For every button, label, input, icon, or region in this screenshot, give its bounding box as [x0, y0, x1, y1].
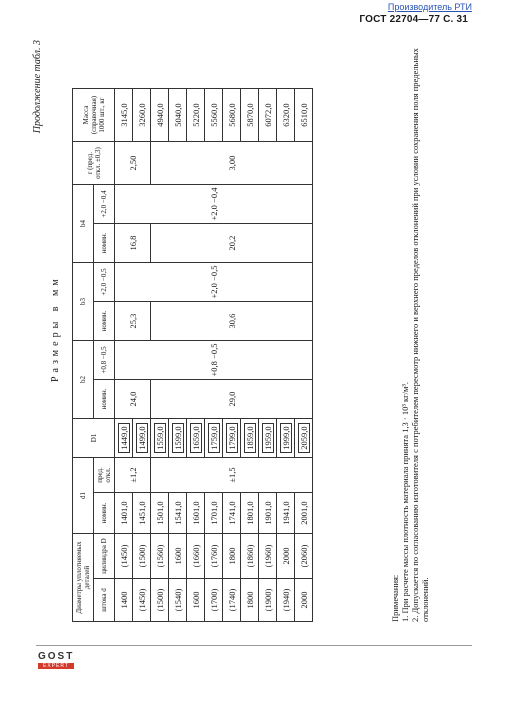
header-b4-nom: номин. [94, 224, 115, 263]
note-1: 1. При расчете массы плотность материала принята 1,3 · 10³ кг/м³. [400, 381, 410, 622]
header-d1-dev: пред. откл. [94, 458, 115, 493]
cell-D1-value: 1759,0 [208, 423, 220, 452]
cell-mass: 3145,0 [115, 89, 133, 142]
cell-D1 [223, 419, 241, 458]
cell-D1 [259, 419, 277, 458]
cell-b2-nom: 24,0 [115, 380, 151, 419]
cell-d1: 1801,0 [241, 493, 259, 534]
cell-D1-value: 2059,0 [298, 423, 310, 452]
cell-r: 2,50 [115, 142, 151, 185]
cell-mass: 5870,0 [241, 89, 259, 142]
cell-D1 [133, 419, 151, 458]
header-diameters: Диаметры уплотняемых деталей [73, 534, 94, 622]
cell-shaft: 1800 [241, 579, 259, 622]
cell-r: 3,00 [151, 142, 313, 185]
cell-d1: 1941,0 [277, 493, 295, 534]
cell-cylinder: 1600 [169, 534, 187, 579]
header-d1: d1 [73, 458, 94, 534]
cell-cylinder: (1450) [115, 534, 133, 579]
cell-mass: 6072,0 [259, 89, 277, 142]
cell-D1-value: 1499,0 [136, 423, 148, 452]
cell-D1 [115, 419, 133, 458]
cell-shaft: (1450) [133, 579, 151, 622]
continuation-label: Продолжение табл. 3 [32, 40, 43, 134]
cell-mass: 4940,0 [151, 89, 169, 142]
cell-cylinder: (1500) [133, 534, 151, 579]
cell-d1-dev: ±1,5 [151, 458, 313, 493]
header-b3-nom: номин. [94, 302, 115, 341]
cell-shaft: (1700) [205, 579, 223, 622]
header-d1-nom: номин. [94, 493, 115, 534]
header-b2: b2 [73, 341, 94, 419]
cell-b3-dev: +2,0 −0,5 [115, 263, 313, 302]
cell-mass: 5680,0 [223, 89, 241, 142]
cell-d1: 2001,0 [295, 493, 313, 534]
cell-mass: 5220,0 [187, 89, 205, 142]
cell-mass: 3260,0 [133, 89, 151, 142]
header-D1: D1 [73, 419, 115, 458]
cell-D1-value: 1959,0 [262, 423, 274, 452]
cell-b4-nom: 20,2 [151, 224, 313, 263]
cell-d1-dev: ±1,2 [115, 458, 151, 493]
cell-mass: 6510,0 [295, 89, 313, 142]
header-b3-dev: +2,0 −0,5 [94, 263, 115, 302]
cell-shaft: (1500) [151, 579, 169, 622]
cell-shaft: 2000 [295, 579, 313, 622]
dimensions-title: Размеры в мм [50, 275, 61, 382]
note-2: 2. Допускается по согласованию изготовителя с потребителем пересмотр нижнего и верхнего пределов отклонений при условии сохранения поля предельных отклонений. [410, 48, 430, 622]
cell-mass: 5040,0 [169, 89, 187, 142]
rotated-page [30, 32, 450, 632]
manufacturer-link[interactable]: Производитель РТИ [387, 2, 472, 12]
cell-mass: 6320,0 [277, 89, 295, 142]
cell-b4-dev: +2,0 −0,4 [115, 185, 313, 224]
cell-b2-nom: 29,0 [151, 380, 313, 419]
cell-shaft: (1940) [277, 579, 295, 622]
standard-number: ГОСТ 22704—77 С. 31 [359, 14, 468, 25]
cell-d1: 1501,0 [151, 493, 169, 534]
cell-d1: 1451,0 [133, 493, 151, 534]
cell-D1 [295, 419, 313, 458]
cell-mass: 5560,0 [205, 89, 223, 142]
header-cylinder: цилиндра D [94, 534, 115, 579]
cell-shaft: 1600 [187, 579, 205, 622]
cell-D1 [187, 419, 205, 458]
cell-d1: 1701,0 [205, 493, 223, 534]
cell-d1: 1901,0 [259, 493, 277, 534]
header-b2-dev: +0,8 −0,5 [94, 341, 115, 380]
cell-cylinder: (2060) [295, 534, 313, 579]
header-b2-nom: номин. [94, 380, 115, 419]
header-mass: Масса (справочная) 1000 шт., кг [73, 89, 115, 142]
header-b3: b3 [73, 263, 94, 341]
footer-divider [36, 645, 472, 646]
cell-D1-value: 1599,0 [172, 423, 184, 452]
cell-D1 [205, 419, 223, 458]
cell-D1-value: 1799,0 [226, 423, 238, 452]
cell-cylinder: (1860) [241, 534, 259, 579]
cell-D1 [277, 419, 295, 458]
cell-cylinder: 2000 [277, 534, 295, 579]
cell-D1 [169, 419, 187, 458]
notes-heading: Примечания: [390, 574, 400, 622]
cell-b3-nom: 25,3 [115, 302, 151, 341]
cell-D1-value: 1449,0 [118, 423, 130, 452]
cell-D1-value: 1559,0 [154, 423, 166, 452]
notes-block [390, 42, 430, 622]
cell-d1: 1541,0 [169, 493, 187, 534]
header-r: r (пред. откл. ±0,3) [73, 142, 115, 185]
cell-cylinder: (1660) [187, 534, 205, 579]
cell-shaft: (1900) [259, 579, 277, 622]
cell-b2-dev: +0,8 −0,5 [115, 341, 313, 380]
logo-text-bottom: EXPERT [38, 663, 74, 669]
cell-D1-value: 1999,0 [280, 423, 292, 452]
logo-text-top: GOST [38, 651, 75, 662]
cell-d1: 1741,0 [223, 493, 241, 534]
header-shaft: штока d [94, 579, 115, 622]
cell-cylinder: (1560) [151, 534, 169, 579]
cell-shaft: 1400 [115, 579, 133, 622]
cell-shaft: (1540) [169, 579, 187, 622]
cell-cylinder: 1800 [223, 534, 241, 579]
header-b4: b4 [73, 185, 94, 263]
cell-b3-nom: 30,6 [151, 302, 313, 341]
cell-D1 [241, 419, 259, 458]
cell-cylinder: (1960) [259, 534, 277, 579]
cell-cylinder: (1760) [205, 534, 223, 579]
cell-b4-nom: 16,8 [115, 224, 151, 263]
table-row [115, 89, 133, 622]
header-b4-dev: +2,0 −0,4 [94, 185, 115, 224]
cell-D1 [151, 419, 169, 458]
cell-D1-value: 1659,0 [190, 423, 202, 452]
gost-expert-logo [38, 652, 74, 669]
dimensions-table [72, 88, 313, 622]
cell-D1-value: 1859,0 [244, 423, 256, 452]
cell-d1: 1601,0 [187, 493, 205, 534]
cell-d1: 1401,0 [115, 493, 133, 534]
cell-shaft: (1740) [223, 579, 241, 622]
